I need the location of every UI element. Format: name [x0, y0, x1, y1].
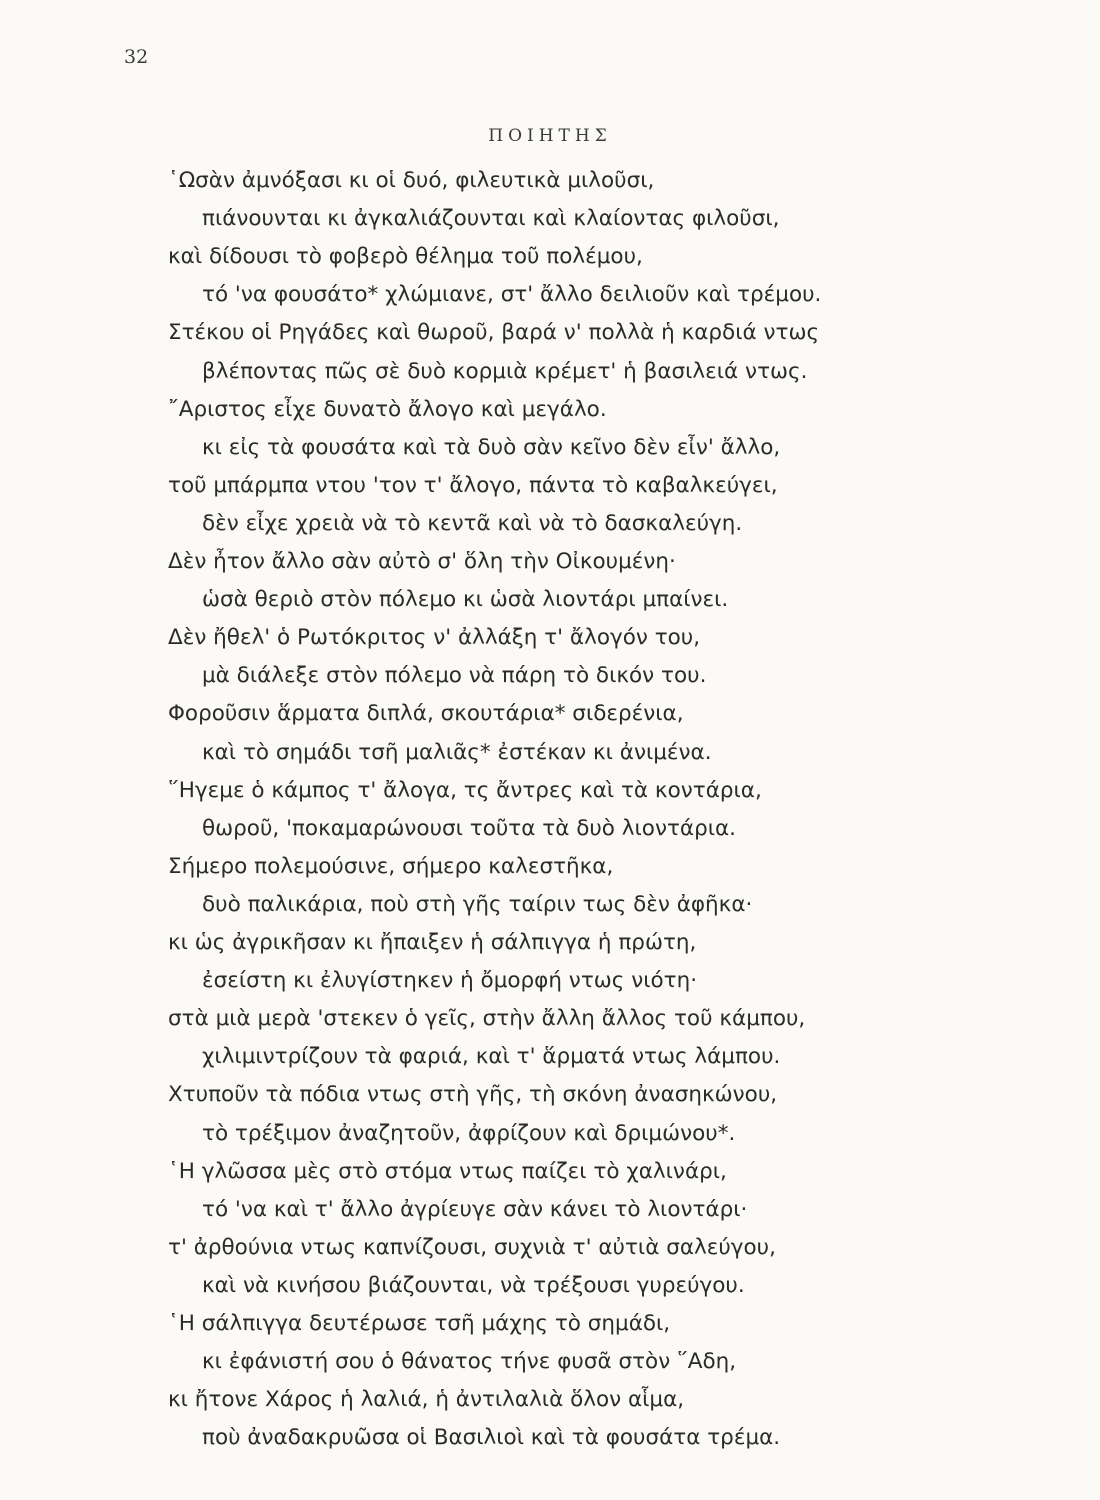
page-number: 32	[124, 46, 149, 68]
verse-line: πιάνουνται κι ἀγκαλιάζουνται καὶ κλαίοντας φιλοῦσι,	[202, 206, 780, 232]
verse-line: κι ἐφάνιστή σου ὁ θάνατος τήνε φυσᾶ στὸν ῞Αδη,	[202, 1349, 737, 1375]
verse-line: ἐσείστη κι ἐλυγίστηκεν ἡ ὄμορφή ντως νιότη·	[202, 968, 698, 994]
verse-line: ῞Ηγεμε ὁ κάμπος τ' ἄλογα, τς ἄντρες καὶ τὰ κοντάρια,	[168, 777, 762, 803]
verse-line: τό 'να καὶ τ' ἄλλο ἀγρίευγε σὰν κάνει τὸ λιοντάρι·	[202, 1196, 748, 1222]
running-head: ΠΟΙΗΤΗΣ	[488, 126, 612, 146]
verse-line: ῾Η γλῶσσα μὲς στὸ στόμα ντως παίζει τὸ χαλινάρι,	[168, 1158, 727, 1184]
verse-line: Χτυποῦν τὰ πόδια ντως στὴ γῆς, τὴ σκόνη ἀνασηκώνου,	[168, 1082, 778, 1108]
verse-line: κι ἤτονε Χάρος ἡ λαλιά, ἡ ἀντιλαλιὰ ὅλον αἷμα,	[168, 1387, 685, 1413]
verse-line: τ' ἀρθούνια ντως καπνίζουσι, συχνιὰ τ' αὐτιὰ σαλεύγου,	[168, 1234, 776, 1260]
verse-line: τὸ τρέξιμον ἀναζητοῦν, ἀφρίζουν καὶ δριμώνου*.	[202, 1120, 736, 1146]
verse-line: θωροῦ, 'πoκαμαρώνουσι τοῦτα τὰ δυὸ λιοντάρια.	[202, 815, 736, 841]
verse-line: ῾Ωσὰν ἀμνόξασι κι οἱ δυό, φιλευτικὰ μιλοῦσι,	[168, 168, 655, 193]
verse-line: ῾Η σάλπιγγα δευτέρωσε τσῆ μάχης τὸ σημάδι,	[168, 1311, 671, 1336]
verse-line: κι εἰς τὰ φουσάτα καὶ τὰ δυὸ σὰν κεῖνο δὲν εἶν' ἄλλο,	[202, 434, 781, 460]
verse-line: Φοροῦσιν ἅρματα διπλά, σκουτάρια* σιδερένια,	[168, 701, 684, 727]
verse-line: τό 'να φουσάτο* χλώμιανε, στ' ἄλλο δειλιοῦν καὶ τρέμου.	[202, 282, 822, 308]
verse-line: δὲν εἶχε χρειὰ νὰ τὸ κεντᾶ καὶ νὰ τὸ δασκαλεύγη.	[202, 510, 743, 536]
verse-line: καὶ δίδουσι τὸ φοβερὸ θέλημα τοῦ πολέμου,	[168, 244, 643, 270]
verse-line: Σήμερο πολεμούσινε, σήμερο καλεστῆκα,	[168, 853, 614, 879]
verse-line: καὶ τὸ σημάδι τσῆ μαλιᾶς* ἐστέκαν κι ἀνιμένα.	[202, 739, 712, 765]
verse-line: τοῦ μπάρμπα ντου 'τον τ' ἄλογο, πάντα τὸ καβαλκεύγει,	[168, 472, 778, 498]
verse-line: κι ὡς ἀγρικῆσαν κι ἤπαιξεν ἡ σάλπιγγα ἡ πρώτη,	[168, 930, 697, 955]
verse-line: βλέποντας πῶς σὲ δυὸ κορμιὰ κρέμετ' ἡ βασιλειά ντως.	[202, 358, 808, 384]
verse-line: Δὲν ἤθελ' ὁ Ρωτόκριτος ν' ἀλλάξη τ' ἄλογόν του,	[168, 625, 701, 651]
verse-line: καὶ νὰ κινήσου βιάζουνται, νὰ τρέξουσι γυρεύγου.	[202, 1272, 745, 1298]
verse-line: ῎Αριστος εἶχε δυνατὸ ἄλογο καὶ μεγάλο.	[168, 396, 607, 422]
verse-line: ὡσὰ θεριὸ στὸν πόλεμο κι ὡσὰ λιοντάρι μπαίνει.	[202, 587, 729, 613]
verse-line: χιλιμιντρίζουν τὰ φαριά, καὶ τ' ἅρματά ντως λάμπου.	[202, 1044, 781, 1070]
verse-line: Δὲν ἦτον ἄλλο σὰν αὐτὸ σ' ὅλη τὴν Οἰκουμένη·	[168, 549, 676, 574]
verse-line: Στέκου οἱ Ρηγάδες καὶ θωροῦ, βαρά ν' πολλὰ ἡ καρδιά ντως	[168, 320, 820, 346]
verse-line: δυὸ παλικάρια, ποὺ στὴ γῆς ταίριν τως δὲν ἀφῆκα·	[202, 891, 753, 917]
verse-line: μὰ διάλεξε στὸν πόλεμο νὰ πάρη τὸ δικόν του.	[202, 663, 707, 689]
verse-line: ποὺ ἀναδακρυῶσα οἱ Βασιλιοὶ καὶ τὰ φουσάτα τρέμα.	[202, 1425, 781, 1451]
verse-line: στὰ μιὰ μερὰ 'στεκεν ὁ γεῖς, στὴν ἄλλη ἄλλος τοῦ κάμπου,	[168, 1006, 806, 1032]
